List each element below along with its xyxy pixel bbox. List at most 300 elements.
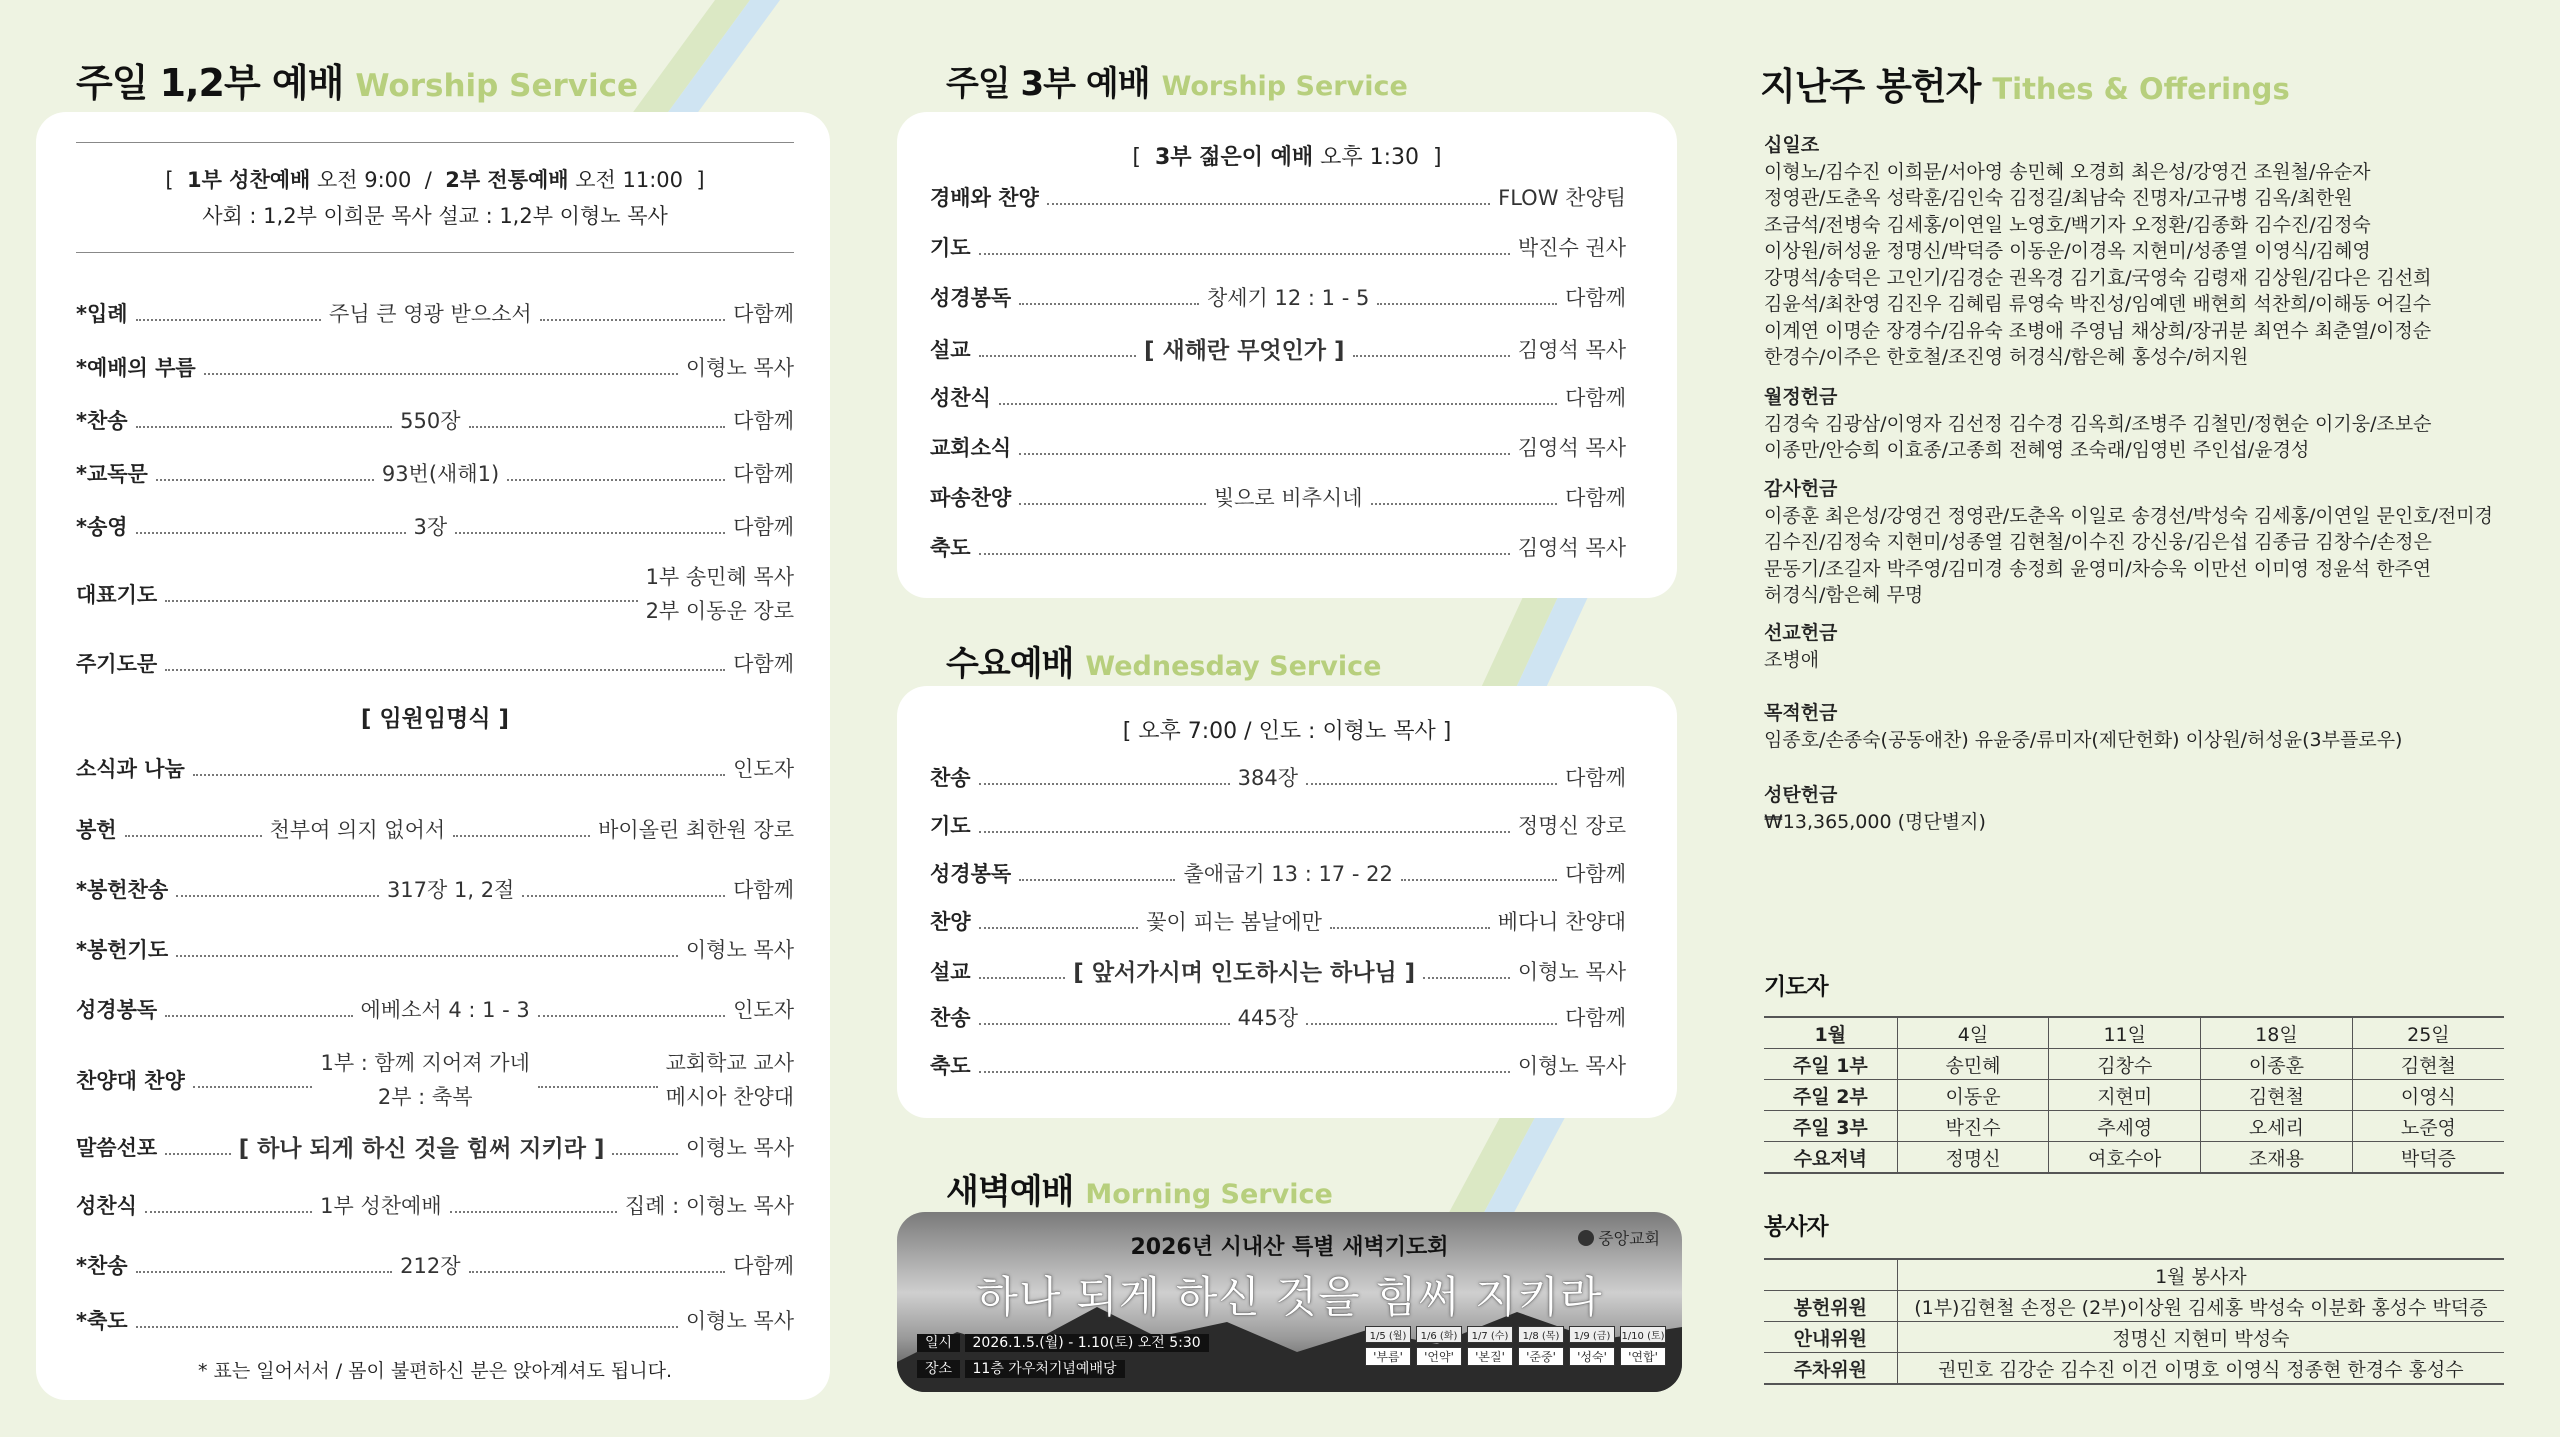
order-label: 경배와 찬양 bbox=[930, 186, 1039, 210]
order-label: 찬양대 찬양 bbox=[76, 1069, 185, 1093]
banner-day-theme: '부름' bbox=[1365, 1347, 1411, 1366]
order-leader: 이형노 목사 bbox=[1517, 959, 1627, 984]
banner-main-text: 하나 되게 하신 것을 힘써 지키라 bbox=[976, 1273, 1603, 1323]
order-label: 말씀선포 bbox=[76, 1135, 158, 1160]
offering-names-line: 정영관/도춘옥 성락훈/김인숙 김정길/최남숙 진명자/고규병 김옥/최한원 bbox=[1764, 187, 2353, 209]
bracket-close: ] bbox=[696, 168, 705, 192]
banner-day-theme: '언약' bbox=[1416, 1347, 1462, 1366]
date-label: 일시 bbox=[917, 1334, 960, 1352]
prayer-header-cell: 11일 bbox=[2049, 1017, 2201, 1049]
order-label: *찬송 bbox=[76, 1254, 128, 1278]
dot-leader bbox=[1019, 303, 1199, 305]
order-content: 550장 bbox=[400, 409, 461, 433]
order-label: 교회소식 bbox=[930, 436, 1012, 460]
order-row bbox=[930, 858, 1626, 888]
sunday3-title bbox=[946, 56, 1408, 105]
order-content: 천부여 의지 없어서 bbox=[269, 818, 446, 842]
dot-leader bbox=[469, 426, 726, 428]
banner-day-theme: '준중' bbox=[1518, 1347, 1564, 1366]
dot-leader bbox=[204, 373, 678, 375]
prayer-cell: 주일 1부 bbox=[1764, 1049, 1897, 1080]
order-label: 성경봉독 bbox=[930, 862, 1012, 886]
order-leader: 정명신 장로 bbox=[1517, 814, 1626, 838]
order-label: *찬송 bbox=[76, 409, 128, 433]
dot-leader bbox=[979, 253, 1510, 255]
order-content: 출애굽기 13 : 17 - 22 bbox=[1183, 862, 1393, 886]
prayer-header-cell: 25일 bbox=[2352, 1017, 2504, 1049]
dot-leader bbox=[979, 355, 1136, 357]
banner-day-date: 1/8 (목) bbox=[1518, 1326, 1564, 1343]
order-leader: 이형노 목사 bbox=[685, 356, 794, 380]
order-content: 에베소서 4 : 1 - 3 bbox=[360, 998, 530, 1022]
order-label: 찬양 bbox=[930, 910, 971, 934]
volunteers-role: 봉헌위원 bbox=[1764, 1291, 1897, 1322]
volunteers-role: 주차위원 bbox=[1764, 1353, 1897, 1385]
prayer-cell: 오세리 bbox=[2201, 1111, 2353, 1142]
order-leader-line: 1부 송민혜 목사 bbox=[645, 565, 794, 589]
order-label: 축도 bbox=[930, 536, 971, 560]
offering-names-line: 이상원/허성윤 정명신/박덕증 이동운/이경옥 지현미/성종열 이영식/김혜영 bbox=[1764, 240, 2371, 262]
sunday12-title-ko: 주일 1,2부 예배 bbox=[76, 61, 344, 105]
order-row bbox=[76, 352, 794, 382]
order-leader: 다함께 bbox=[1565, 1006, 1626, 1030]
banner-church bbox=[1578, 1226, 1660, 1249]
prayer-cell: 조재용 bbox=[2201, 1142, 2353, 1174]
order-content: 445장 bbox=[1237, 1006, 1299, 1030]
order-label: 대표기도 bbox=[76, 583, 158, 607]
dot-leader bbox=[979, 977, 1066, 979]
offering-names-line: 조금석/전병숙 김세홍/이연일 노영호/백기자 오정환/김종화 김수진/김정숙 bbox=[1764, 213, 2371, 236]
offering-section bbox=[1764, 476, 2524, 609]
prayer-cell: 이동운 bbox=[1897, 1080, 2049, 1111]
order-row bbox=[76, 934, 794, 964]
prayer-header-cell: 18일 bbox=[2201, 1017, 2353, 1049]
morning-title-en: Morning Service bbox=[1085, 1179, 1333, 1210]
wednesday-title-en: Wednesday Service bbox=[1085, 651, 1382, 682]
order-content: 창세기 12 : 1 - 5 bbox=[1206, 286, 1370, 310]
dot-leader bbox=[1401, 879, 1557, 881]
dot-leader bbox=[1019, 503, 1206, 505]
service2-time: 오전 11:00 bbox=[575, 168, 684, 192]
volunteers-names: 정명신 지현미 박성숙 bbox=[1897, 1322, 2504, 1353]
dot-leader bbox=[979, 927, 1139, 929]
order-row bbox=[76, 511, 794, 541]
prayer-cell: 송민혜 bbox=[1897, 1049, 2049, 1080]
order-row bbox=[76, 753, 794, 783]
prayer-row bbox=[1764, 1049, 2504, 1080]
order-label: 주기도문 bbox=[76, 652, 158, 676]
dot-leader bbox=[450, 1211, 617, 1213]
order-leader: 다함께 bbox=[1565, 862, 1627, 886]
banner-day-theme: '본질' bbox=[1467, 1347, 1513, 1366]
banner-day-date: 1/9 (금) bbox=[1569, 1326, 1615, 1343]
order-leader: 다함께 bbox=[1565, 766, 1626, 790]
offering-names-line: 허경식/함은혜 무명 bbox=[1764, 584, 1924, 606]
order-content: 93번(새해1) bbox=[381, 462, 500, 486]
offering-names-line: 이종훈 최은성/강영건 정영관/도춘옥 이일로 송경선/박성숙 김세홍/이연일 문인호/전미경 bbox=[1764, 504, 2493, 527]
order-row bbox=[930, 382, 1626, 412]
order-row bbox=[76, 405, 794, 435]
sunday3-service-time: 오후 1:30 bbox=[1320, 145, 1420, 170]
banner-day-theme: '연합' bbox=[1620, 1347, 1666, 1366]
offering-section bbox=[1764, 132, 2524, 371]
order-row bbox=[76, 1250, 794, 1280]
dot-leader bbox=[193, 1086, 313, 1088]
prayer-title: 기도자 bbox=[1764, 974, 1828, 1000]
dot-leader bbox=[979, 553, 1510, 555]
banner-day-list bbox=[1365, 1326, 1666, 1366]
offering-names-line: 김수진/김정숙 지현미/성종열 김현철/이수진 강신웅/김은섭 김종금 김창수/손정은 bbox=[1764, 531, 2432, 553]
offering-section bbox=[1764, 620, 2524, 673]
dot-leader bbox=[1047, 203, 1490, 205]
order-row bbox=[930, 332, 1626, 365]
sunday12-footnote: * 표는 일어서서 / 몸이 불편하신 분은 앉아계셔도 됩니다. bbox=[197, 1360, 673, 1382]
prayer-table bbox=[1764, 1016, 2504, 1174]
offering-names-line: 한경수/이주은 한호철/조진영 허경식/함은혜 홍성수/허지원 bbox=[1764, 346, 2249, 368]
order-label: *입례 bbox=[76, 302, 128, 326]
prayer-row bbox=[1764, 1142, 2504, 1174]
sunday12-header2: 사회 : 1,2부 이희문 목사 설교 : 1,2부 이형노 목사 bbox=[202, 204, 668, 228]
order-row bbox=[930, 432, 1626, 462]
prayer-cell: 수요저녁 bbox=[1764, 1142, 1897, 1174]
banner-info bbox=[917, 1332, 1209, 1380]
offering-section-title: 목적헌금 bbox=[1764, 702, 1838, 724]
order-row bbox=[76, 1046, 794, 1114]
sunday3-title-ko: 주일 3부 예배 bbox=[946, 64, 1150, 104]
order-label: 찬송 bbox=[930, 766, 971, 790]
order-leader: 이형노 목사 bbox=[685, 938, 794, 962]
order-leader: 다함께 bbox=[733, 409, 795, 433]
dot-leader bbox=[979, 783, 1230, 785]
order-leader: 다함께 bbox=[733, 1254, 795, 1278]
banner-top-text: 2026년 시내산 특별 새벽기도회 bbox=[1130, 1235, 1449, 1260]
order-leader: 다함께 bbox=[1565, 386, 1626, 410]
dot-leader bbox=[165, 1153, 230, 1155]
banner-day-date: 1/7 (수) bbox=[1467, 1326, 1513, 1343]
offerings-title-ko: 지난주 봉헌자 bbox=[1760, 65, 1981, 108]
dot-leader bbox=[453, 835, 590, 837]
order-leader: 다함께 bbox=[733, 878, 794, 902]
order-leader bbox=[646, 560, 794, 628]
order-leader: 다함께 bbox=[1565, 286, 1627, 310]
sunday3-header bbox=[920, 140, 1654, 171]
offering-names-line: 김경숙 김광삼/이영자 김선정 김수경 김옥희/조병주 김철민/정현순 이기웅/조보순 bbox=[1764, 412, 2432, 435]
offering-section bbox=[1764, 384, 2524, 464]
offering-section bbox=[1764, 700, 2524, 753]
dot-leader bbox=[165, 600, 637, 602]
dot-leader bbox=[507, 479, 725, 481]
order-content-line: 2부 : 축복 bbox=[377, 1085, 473, 1109]
prayer-cell: 주일 3부 bbox=[1764, 1111, 1897, 1142]
dot-leader bbox=[1306, 1023, 1557, 1025]
offering-names-line: 김윤석/최찬영 김진우 김혜림 류영숙 박진성/임예덴 배현희 석찬희/이해동 어길수 bbox=[1764, 293, 2432, 315]
order-leader: 다함께 bbox=[733, 515, 795, 539]
order-row bbox=[76, 648, 794, 678]
dot-leader bbox=[1423, 977, 1510, 979]
volunteers-row bbox=[1764, 1322, 2504, 1353]
volunteers-title: 봉사자 bbox=[1764, 1214, 1828, 1240]
order-content: 1부 성찬예배 bbox=[320, 1194, 442, 1218]
date-text: 2026.1.5.(월) - 1.10(토) 오전 5:30 bbox=[965, 1334, 1209, 1352]
dot-leader bbox=[979, 831, 1510, 833]
offering-names-line: ₩13,365,000 (명단별지) bbox=[1764, 810, 1986, 833]
order-label: 성경봉독 bbox=[76, 998, 158, 1022]
service1-time: 오전 9:00 bbox=[317, 168, 412, 192]
offering-names-line: 이종만/안승희 이효종/고종희 전혜영 조숙래/임영빈 주인섭/윤경성 bbox=[1764, 439, 2310, 461]
order-label: *축도 bbox=[76, 1309, 128, 1333]
dot-leader bbox=[136, 532, 406, 534]
volunteers-role: 안내위원 bbox=[1764, 1322, 1897, 1353]
order-content: 꽃이 피는 봄날에만 bbox=[1146, 910, 1322, 934]
order-leader: 김영석 목사 bbox=[1517, 337, 1627, 362]
order-leader: 이형노 목사 bbox=[1517, 1054, 1626, 1078]
prayer-cell: 김현철 bbox=[2201, 1080, 2353, 1111]
order-label: 설교 bbox=[930, 337, 971, 362]
order-label: 찬송 bbox=[930, 1006, 971, 1030]
offerings-title-en: Tithes & Offerings bbox=[1992, 72, 2290, 106]
banner-day bbox=[1365, 1326, 1411, 1366]
dot-leader bbox=[1019, 879, 1175, 881]
dot-leader bbox=[193, 774, 725, 776]
order-content-line: 1부 : 함께 지어져 가네 bbox=[320, 1051, 530, 1075]
banner-day bbox=[1620, 1326, 1666, 1366]
order-row bbox=[76, 458, 794, 488]
order-label: 성경봉독 bbox=[930, 286, 1012, 310]
dot-leader bbox=[522, 895, 725, 897]
wednesday-header: [ 오후 7:00 / 인도 : 이형노 목사 ] bbox=[1122, 719, 1452, 744]
order-content: 384장 bbox=[1237, 766, 1299, 790]
dot-leader bbox=[1306, 783, 1557, 785]
prayer-row bbox=[1764, 1080, 2504, 1111]
order-label: *봉헌기도 bbox=[76, 938, 169, 962]
volunteers-header-row bbox=[1764, 1259, 2504, 1291]
sunday12-title bbox=[76, 52, 638, 107]
sunday12-header1 bbox=[76, 164, 794, 194]
prayer-cell: 추세영 bbox=[2049, 1111, 2201, 1142]
order-leader: 집례 : 이형노 목사 bbox=[624, 1194, 794, 1218]
order-row bbox=[76, 994, 794, 1024]
prayer-cell: 이종훈 bbox=[2201, 1049, 2353, 1080]
order-leader: 바이올린 최한원 장로 bbox=[598, 818, 794, 842]
prayer-cell: 박덕증 bbox=[2352, 1142, 2504, 1174]
offering-section-title: 성탄헌금 bbox=[1764, 784, 1838, 806]
order-row bbox=[930, 532, 1626, 562]
offering-section bbox=[1764, 782, 2524, 835]
dawn-prayer-banner bbox=[897, 1212, 1682, 1392]
morning-title bbox=[946, 1164, 1333, 1213]
order-label: *교독문 bbox=[76, 462, 148, 486]
service2-name: 2부 전통예배 bbox=[445, 168, 569, 192]
order-label: *송영 bbox=[76, 515, 128, 539]
dot-leader bbox=[1377, 303, 1557, 305]
order-label: 기도 bbox=[930, 236, 971, 260]
order-leader: 인도자 bbox=[733, 998, 794, 1022]
order-label: 축도 bbox=[930, 1054, 971, 1078]
order-leader: 다함께 bbox=[733, 302, 794, 326]
order-label: *봉헌찬송 bbox=[76, 878, 169, 902]
offering-names-line: 임종호/손종숙(공동애찬) 유윤중/류미자(제단헌화) 이상원/허성윤(3부플로우) bbox=[1764, 728, 2403, 751]
order-content: 212장 bbox=[400, 1254, 461, 1278]
prayer-header-row bbox=[1764, 1017, 2504, 1049]
order-label: *예배의 부름 bbox=[76, 356, 196, 380]
morning-title-ko: 새벽예배 bbox=[946, 1172, 1074, 1212]
order-content bbox=[320, 1046, 529, 1114]
prayer-header-cell: 1월 bbox=[1764, 1017, 1897, 1049]
order-leader bbox=[666, 1046, 794, 1114]
dot-leader bbox=[469, 1271, 726, 1273]
dot-leader bbox=[125, 835, 262, 837]
order-row bbox=[930, 232, 1626, 262]
order-leader: 이형노 목사 bbox=[685, 1135, 794, 1160]
order-row bbox=[930, 1002, 1626, 1032]
banner-day-date: 1/5 (월) bbox=[1365, 1326, 1411, 1343]
offering-section-title: 선교헌금 bbox=[1764, 622, 1838, 644]
order-row bbox=[76, 814, 794, 844]
dot-leader bbox=[165, 1015, 352, 1017]
banner-day-date: 1/6 (화) bbox=[1416, 1326, 1462, 1343]
bracket-close: ] bbox=[1433, 145, 1442, 170]
order-leader: 다함께 bbox=[733, 462, 794, 486]
prayer-cell: 주일 2부 bbox=[1764, 1080, 1897, 1111]
order-row bbox=[930, 182, 1626, 212]
order-label: 파송찬양 bbox=[930, 486, 1012, 510]
order-leader: 박진수 권사 bbox=[1517, 236, 1626, 260]
prayer-cell: 정명신 bbox=[1897, 1142, 2049, 1174]
dot-leader bbox=[538, 1086, 658, 1088]
order-row bbox=[930, 762, 1626, 792]
offering-names-line: 조병애 bbox=[1764, 648, 1820, 671]
order-label: 성찬식 bbox=[76, 1194, 137, 1218]
order-row bbox=[76, 560, 794, 628]
order-leader: 다함께 bbox=[733, 652, 794, 676]
banner-day bbox=[1416, 1326, 1462, 1366]
order-row bbox=[930, 1050, 1626, 1080]
separator: / bbox=[424, 168, 432, 192]
volunteers-header-cell: 1월 봉사자 bbox=[1897, 1259, 2504, 1291]
prayer-row bbox=[1764, 1111, 2504, 1142]
order-content: [ 하나 되게 하신 것을 힘써 지키라 ] bbox=[238, 1136, 605, 1162]
dot-leader bbox=[165, 669, 725, 671]
wednesday-title-ko: 수요예배 bbox=[946, 644, 1074, 684]
dot-leader bbox=[156, 479, 374, 481]
dot-leader bbox=[1371, 503, 1558, 505]
order-row bbox=[930, 810, 1626, 840]
ceremony-title: [ 임원임명식 ] bbox=[360, 706, 510, 732]
volunteers-header-blank bbox=[1764, 1259, 1897, 1291]
order-label: 기도 bbox=[930, 814, 971, 838]
order-content: 317장 1, 2절 bbox=[386, 878, 515, 902]
wednesday-title bbox=[946, 636, 1381, 685]
volunteers-names: 권민호 김강순 김수진 이건 이명호 이영식 정종현 한경수 홍성수 bbox=[1897, 1353, 2504, 1385]
order-content: 빛으로 비추시네 bbox=[1213, 486, 1363, 510]
dot-leader bbox=[145, 1211, 312, 1213]
dot-leader bbox=[136, 1271, 393, 1273]
order-leader-line: 메시아 찬양대 bbox=[665, 1085, 794, 1109]
order-leader-line: 교회학교 교사 bbox=[665, 1051, 794, 1075]
order-row bbox=[76, 1190, 794, 1220]
divider bbox=[76, 142, 794, 143]
dot-leader bbox=[455, 532, 725, 534]
prayer-header-cell: 4일 bbox=[1897, 1017, 2049, 1049]
dot-leader bbox=[1330, 927, 1490, 929]
order-label: 소식과 나눔 bbox=[76, 757, 185, 781]
prayer-cell: 노준영 bbox=[2352, 1111, 2504, 1142]
dot-leader bbox=[612, 1153, 677, 1155]
prayer-cell: 김창수 bbox=[2049, 1049, 2201, 1080]
order-leader: 김영석 목사 bbox=[1517, 536, 1626, 560]
banner-day bbox=[1569, 1326, 1615, 1366]
offering-section-title: 십일조 bbox=[1764, 134, 1820, 156]
order-leader: 김영석 목사 bbox=[1517, 436, 1626, 460]
prayer-cell: 이영식 bbox=[2352, 1080, 2504, 1111]
offering-names-line: 이형노/김수진 이희문/서아영 송민혜 오경희 최은성/강영건 조원철/유순자 bbox=[1764, 160, 2371, 183]
order-label: 봉헌 bbox=[76, 818, 117, 842]
prayer-cell: 김현철 bbox=[2352, 1049, 2504, 1080]
banner-day-date: 1/10 (토) bbox=[1620, 1326, 1666, 1343]
offering-names-line: 강명석/송덕은 고인기/김경순 권옥경 김기효/국영숙 김령재 김상원/김다은 김선희 bbox=[1764, 266, 2432, 289]
dot-leader bbox=[176, 955, 678, 957]
dot-leader bbox=[176, 895, 379, 897]
place-text: 11층 가우처기념예배당 bbox=[965, 1360, 1125, 1378]
order-row bbox=[930, 954, 1626, 987]
order-content: 3장 bbox=[413, 515, 448, 539]
banner-day-theme: '성숙' bbox=[1569, 1347, 1615, 1366]
order-row bbox=[930, 282, 1626, 312]
dot-leader bbox=[979, 1023, 1230, 1025]
order-leader: 베다니 찬양대 bbox=[1497, 910, 1626, 934]
church-logo-icon bbox=[1578, 1230, 1594, 1246]
order-content: 주님 큰 영광 받으소서 bbox=[329, 302, 532, 326]
dot-leader bbox=[136, 426, 393, 428]
order-leader: 인도자 bbox=[733, 757, 794, 781]
service1-name: 1부 성찬예배 bbox=[186, 168, 311, 192]
order-content: [ 앞서가시며 인도하시는 하나님 ] bbox=[1073, 960, 1416, 986]
sunday3-service-name: 3부 젊은이 예배 bbox=[1154, 145, 1314, 170]
banner-day bbox=[1467, 1326, 1513, 1366]
dot-leader bbox=[136, 319, 321, 321]
church-name: 중앙교회 bbox=[1598, 1229, 1660, 1248]
order-row bbox=[76, 298, 794, 328]
order-label: 설교 bbox=[930, 959, 971, 984]
order-leader: 다함께 bbox=[1565, 486, 1627, 510]
divider bbox=[76, 252, 794, 253]
dot-leader bbox=[540, 319, 725, 321]
dot-leader bbox=[1019, 453, 1510, 455]
bracket-open: [ bbox=[1132, 145, 1141, 170]
dot-leader bbox=[999, 403, 1557, 405]
banner-day bbox=[1518, 1326, 1564, 1366]
sunday3-title-en: Worship Service bbox=[1161, 71, 1408, 102]
order-row bbox=[930, 482, 1626, 512]
order-label: 성찬식 bbox=[930, 386, 991, 410]
order-content: [ 새해란 무엇인가 ] bbox=[1143, 338, 1345, 364]
bracket-open: [ bbox=[165, 168, 174, 192]
offering-section-title: 감사헌금 bbox=[1764, 478, 1838, 500]
volunteers-row bbox=[1764, 1291, 2504, 1322]
order-leader: FLOW 찬양팀 bbox=[1498, 186, 1626, 210]
sunday12-title-en: Worship Service bbox=[355, 68, 639, 104]
dot-leader bbox=[979, 1071, 1510, 1073]
dot-leader bbox=[538, 1015, 725, 1017]
place-label: 장소 bbox=[917, 1360, 960, 1378]
offerings-title bbox=[1760, 56, 2290, 110]
offering-names-line: 문동기/조길자 박주영/김미경 송정희 윤영미/차승욱 이만선 이미영 정윤석 한주연 bbox=[1764, 557, 2432, 580]
offering-names-line: 이계연 이명순 장경수/김유숙 조병애 주영님 채상희/장귀분 최연수 최춘열/이정순 bbox=[1764, 319, 2432, 342]
volunteers-names: (1부)김현철 손정은 (2부)이상원 김세홍 박성숙 이분화 홍성수 박덕증 bbox=[1897, 1291, 2504, 1322]
order-row bbox=[76, 874, 794, 904]
order-leader-line: 2부 이동운 장로 bbox=[645, 599, 794, 623]
volunteers-table bbox=[1764, 1258, 2504, 1385]
